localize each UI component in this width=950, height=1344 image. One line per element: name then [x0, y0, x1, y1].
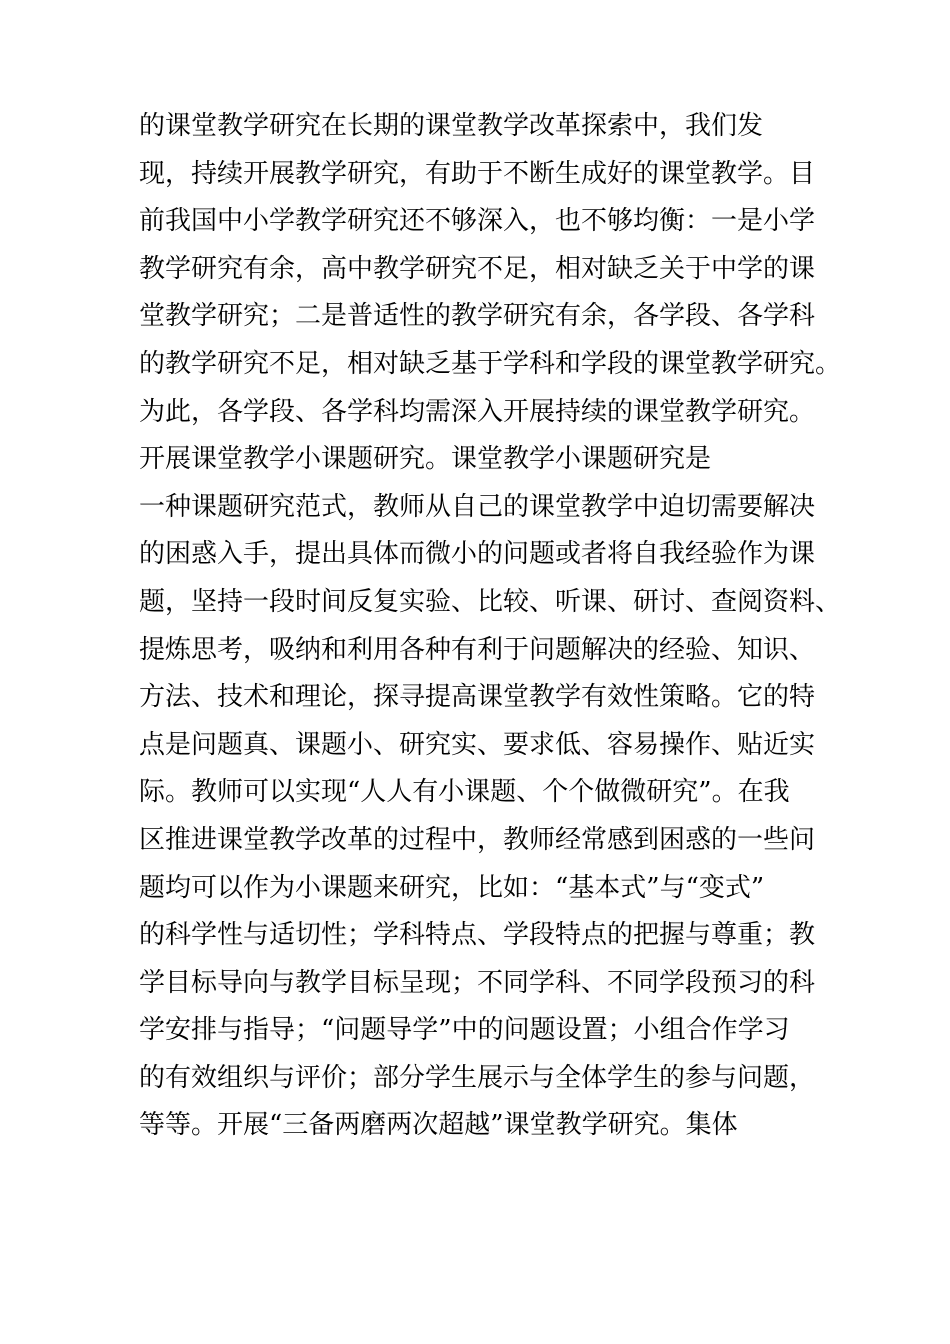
text-line: 等等。开展“三备两磨两次超越”课堂教学研究。集体	[139, 1110, 738, 1141]
text-line: 开展课堂教学小课题研究。课堂教学小课题研究是	[139, 444, 712, 475]
text-line: 区推进课堂教学改革的过程中，教师经常感到困惑的一些问	[139, 824, 816, 855]
text-line: 的教学研究不足，相对缺乏基于学科和学段的课堂教学研究。	[139, 348, 842, 379]
text-line: 现，持续开展教学研究，有助于不断生成好的课堂教学。目	[139, 158, 816, 189]
text-line: 点是问题真、课题小、研究实、要求低、容易操作、贴近实	[139, 729, 816, 760]
text-line: 一种课题研究范式，教师从自己的课堂教学中迫切需要解决	[139, 491, 816, 522]
text-line: 的课堂教学研究在长期的课堂教学改革探索中，我们发	[139, 111, 764, 141]
text-line: 教学研究有余，高中教学研究不足，相对缺乏关于中学的课	[139, 253, 816, 284]
text-line: 题均可以作为小课题来研究，比如：“基本式”与“变式”	[139, 872, 765, 903]
text-line: 学目标导向与教学目标呈现；不同学科、不同学段预习的科	[139, 967, 816, 998]
text-line: 堂教学研究；二是普适性的教学研究有余，各学段、各学科	[139, 301, 816, 332]
text-line: 学安排与指导；“问题导学”中的问题设置；小组合作学习	[139, 1015, 790, 1046]
body-text	[139, 103, 842, 1150]
text-line: 方法、技术和理论，探寻提高课堂教学有效性策略。它的特	[139, 682, 816, 713]
text-line: 前我国中小学教学研究还不够深入，也不够均衡：一是小学	[139, 206, 816, 237]
text-line: 的困惑入手，提出具体而微小的问题或者将自我经验作为课	[139, 539, 816, 570]
text-line: 提炼思考，吸纳和利用各种有利于问题解决的经验、知识、	[139, 634, 816, 665]
text-line: 际。教师可以实现“人人有小课题、个个做微研究”。在我	[139, 777, 790, 808]
text-line: 题，坚持一段时间反复实验、比较、听课、研讨、查阅资料、	[139, 586, 842, 617]
text-line: 的科学性与适切性；学科特点、学段特点的把握与尊重；教	[139, 920, 816, 951]
text-line: 的有效组织与评价；部分学生展示与全体学生的参与问题，	[139, 1062, 816, 1093]
text-line: 为此，各学段、各学科均需深入开展持续的课堂教学研究。	[139, 396, 816, 427]
